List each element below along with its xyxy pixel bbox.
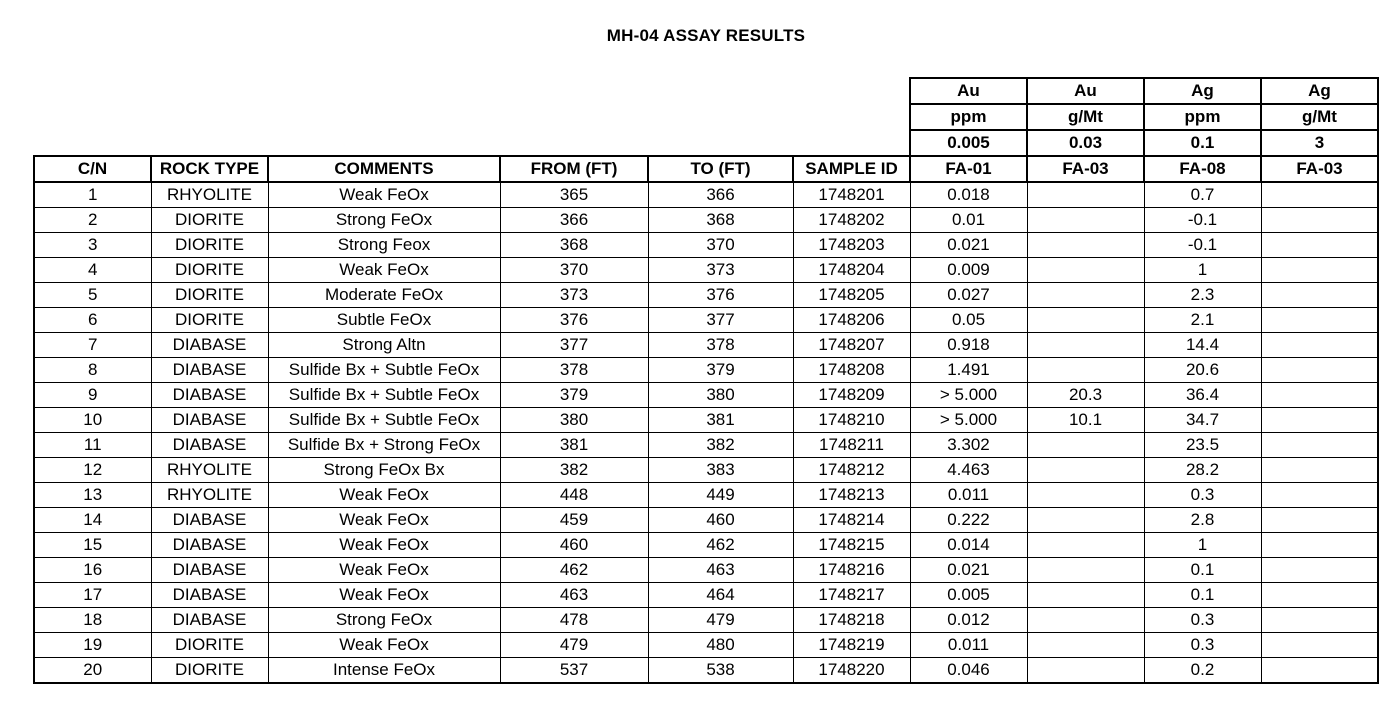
cell-ag-ppm: 0.1: [1144, 583, 1261, 608]
table-row: [34, 208, 1378, 233]
cell-from: 365: [500, 182, 648, 208]
cell-cn: 17: [34, 583, 151, 608]
column-header-comments: COMMENTS: [268, 156, 500, 182]
table-row: [34, 283, 1378, 308]
cell-ag-gmt: [1261, 483, 1378, 508]
analyte-element: Au: [1027, 78, 1144, 104]
cell-au-ppm: > 5.000: [910, 408, 1027, 433]
cell-ag-ppm: 0.3: [1144, 633, 1261, 658]
cell-rock-type: DIABASE: [151, 408, 268, 433]
detection-limit: 0.1: [1144, 130, 1261, 156]
cell-to: 449: [648, 483, 793, 508]
cell-to: 370: [648, 233, 793, 258]
cell-au-gmt: [1027, 233, 1144, 258]
cell-sample-id: 1748212: [793, 458, 910, 483]
table-row: [34, 583, 1378, 608]
cell-cn: 6: [34, 308, 151, 333]
cell-from: 377: [500, 333, 648, 358]
cell-au-gmt: [1027, 633, 1144, 658]
table-row: [34, 658, 1378, 684]
cell-cn: 3: [34, 233, 151, 258]
column-header-sample-id: SAMPLE ID: [793, 156, 910, 182]
cell-au-ppm: 1.491: [910, 358, 1027, 383]
table-row: [34, 383, 1378, 408]
cell-to: 373: [648, 258, 793, 283]
cell-au-ppm: 0.222: [910, 508, 1027, 533]
cell-cn: 19: [34, 633, 151, 658]
cell-cn: 10: [34, 408, 151, 433]
cell-to: 383: [648, 458, 793, 483]
cell-comments: Weak FeOx: [268, 558, 500, 583]
cell-ag-gmt: [1261, 558, 1378, 583]
cell-from: 462: [500, 558, 648, 583]
cell-ag-gmt: [1261, 383, 1378, 408]
cell-rock-type: DIABASE: [151, 333, 268, 358]
cell-au-ppm: 0.018: [910, 182, 1027, 208]
cell-rock-type: DIABASE: [151, 358, 268, 383]
cell-from: 463: [500, 583, 648, 608]
table-row: [34, 182, 1378, 208]
cell-rock-type: DIORITE: [151, 258, 268, 283]
cell-cn: 8: [34, 358, 151, 383]
table-row: [34, 458, 1378, 483]
table-row: [34, 358, 1378, 383]
cell-comments: Strong Feox: [268, 233, 500, 258]
cell-ag-ppm: 1: [1144, 533, 1261, 558]
table-row: [34, 433, 1378, 458]
analyte-unit: g/Mt: [1261, 104, 1378, 130]
cell-rock-type: RHYOLITE: [151, 458, 268, 483]
cell-rock-type: DIABASE: [151, 583, 268, 608]
cell-from: 370: [500, 258, 648, 283]
cell-cn: 9: [34, 383, 151, 408]
cell-comments: Weak FeOx: [268, 533, 500, 558]
cell-sample-id: 1748209: [793, 383, 910, 408]
cell-sample-id: 1748211: [793, 433, 910, 458]
cell-cn: 5: [34, 283, 151, 308]
cell-ag-gmt: [1261, 533, 1378, 558]
cell-comments: Moderate FeOx: [268, 283, 500, 308]
cell-sample-id: 1748208: [793, 358, 910, 383]
cell-to: 378: [648, 333, 793, 358]
analyte-unit-row: [34, 104, 1378, 130]
cell-cn: 11: [34, 433, 151, 458]
table-row: [34, 258, 1378, 283]
analyte-element-row: [34, 78, 1378, 104]
cell-au-gmt: [1027, 558, 1144, 583]
cell-comments: Weak FeOx: [268, 508, 500, 533]
analyte-element: Ag: [1144, 78, 1261, 104]
cell-ag-gmt: [1261, 408, 1378, 433]
column-header-cn: C/N: [34, 156, 151, 182]
cell-sample-id: 1748205: [793, 283, 910, 308]
cell-cn: 4: [34, 258, 151, 283]
cell-ag-ppm: 28.2: [1144, 458, 1261, 483]
cell-to: 382: [648, 433, 793, 458]
cell-au-ppm: > 5.000: [910, 383, 1027, 408]
cell-au-gmt: [1027, 308, 1144, 333]
cell-ag-gmt: [1261, 182, 1378, 208]
cell-au-ppm: 3.302: [910, 433, 1027, 458]
cell-cn: 16: [34, 558, 151, 583]
cell-sample-id: 1748202: [793, 208, 910, 233]
cell-comments: Strong FeOx Bx: [268, 458, 500, 483]
analyte-unit: g/Mt: [1027, 104, 1144, 130]
cell-ag-gmt: [1261, 308, 1378, 333]
table-row: [34, 633, 1378, 658]
cell-ag-ppm: 0.2: [1144, 658, 1261, 684]
cell-to: 377: [648, 308, 793, 333]
cell-comments: Sulfide Bx + Strong FeOx: [268, 433, 500, 458]
analyte-unit: ppm: [1144, 104, 1261, 130]
cell-ag-gmt: [1261, 433, 1378, 458]
cell-from: 368: [500, 233, 648, 258]
cell-ag-gmt: [1261, 508, 1378, 533]
cell-sample-id: 1748220: [793, 658, 910, 684]
cell-comments: Sulfide Bx + Subtle FeOx: [268, 358, 500, 383]
assay-table-body: [34, 182, 1378, 683]
table-row: [34, 533, 1378, 558]
cell-comments: Weak FeOx: [268, 258, 500, 283]
cell-ag-ppm: 2.1: [1144, 308, 1261, 333]
cell-ag-gmt: [1261, 633, 1378, 658]
cell-au-gmt: [1027, 433, 1144, 458]
cell-cn: 1: [34, 182, 151, 208]
cell-ag-gmt: [1261, 283, 1378, 308]
cell-comments: Subtle FeOx: [268, 308, 500, 333]
detection-limit: 3: [1261, 130, 1378, 156]
cell-ag-ppm: 2.3: [1144, 283, 1261, 308]
cell-ag-ppm: 23.5: [1144, 433, 1261, 458]
analyte-element: Au: [910, 78, 1027, 104]
cell-ag-gmt: [1261, 208, 1378, 233]
cell-from: 448: [500, 483, 648, 508]
column-header-rock-type: ROCK TYPE: [151, 156, 268, 182]
cell-to: 479: [648, 608, 793, 633]
cell-sample-id: 1748207: [793, 333, 910, 358]
cell-sample-id: 1748214: [793, 508, 910, 533]
table-row: [34, 233, 1378, 258]
header-spacer: [34, 104, 910, 130]
cell-ag-ppm: 0.7: [1144, 182, 1261, 208]
cell-au-ppm: 0.918: [910, 333, 1027, 358]
cell-cn: 18: [34, 608, 151, 633]
cell-from: 380: [500, 408, 648, 433]
cell-cn: 20: [34, 658, 151, 684]
cell-comments: Sulfide Bx + Subtle FeOx: [268, 383, 500, 408]
cell-rock-type: RHYOLITE: [151, 483, 268, 508]
cell-to: 462: [648, 533, 793, 558]
cell-ag-ppm: 36.4: [1144, 383, 1261, 408]
cell-comments: Weak FeOx: [268, 483, 500, 508]
cell-ag-gmt: [1261, 333, 1378, 358]
column-header-method: FA-03: [1027, 156, 1144, 182]
cell-au-ppm: 0.021: [910, 558, 1027, 583]
cell-to: 463: [648, 558, 793, 583]
cell-ag-gmt: [1261, 258, 1378, 283]
cell-cn: 2: [34, 208, 151, 233]
cell-sample-id: 1748204: [793, 258, 910, 283]
cell-ag-ppm: 34.7: [1144, 408, 1261, 433]
cell-rock-type: DIORITE: [151, 308, 268, 333]
cell-ag-ppm: -0.1: [1144, 208, 1261, 233]
table-row: [34, 408, 1378, 433]
table-row: [34, 333, 1378, 358]
cell-ag-ppm: 14.4: [1144, 333, 1261, 358]
cell-au-ppm: 0.027: [910, 283, 1027, 308]
cell-comments: Weak FeOx: [268, 182, 500, 208]
cell-to: 381: [648, 408, 793, 433]
cell-ag-gmt: [1261, 658, 1378, 684]
cell-au-gmt: [1027, 182, 1144, 208]
cell-sample-id: 1748203: [793, 233, 910, 258]
cell-rock-type: DIABASE: [151, 533, 268, 558]
cell-sample-id: 1748215: [793, 533, 910, 558]
cell-rock-type: DIABASE: [151, 433, 268, 458]
header-spacer: [34, 78, 910, 104]
cell-ag-gmt: [1261, 233, 1378, 258]
cell-comments: Weak FeOx: [268, 583, 500, 608]
cell-au-ppm: 0.014: [910, 533, 1027, 558]
cell-from: 381: [500, 433, 648, 458]
cell-au-gmt: [1027, 208, 1144, 233]
cell-au-ppm: 0.01: [910, 208, 1027, 233]
cell-au-gmt: [1027, 258, 1144, 283]
cell-au-gmt: [1027, 483, 1144, 508]
cell-to: 380: [648, 383, 793, 408]
cell-au-ppm: 0.021: [910, 233, 1027, 258]
cell-sample-id: 1748217: [793, 583, 910, 608]
cell-au-gmt: [1027, 283, 1144, 308]
cell-to: 460: [648, 508, 793, 533]
cell-sample-id: 1748210: [793, 408, 910, 433]
table-row: [34, 608, 1378, 633]
assay-results-table: [33, 77, 1379, 684]
table-row: [34, 483, 1378, 508]
cell-rock-type: DIORITE: [151, 633, 268, 658]
cell-rock-type: DIORITE: [151, 283, 268, 308]
header-spacer: [34, 130, 910, 156]
cell-sample-id: 1748201: [793, 182, 910, 208]
cell-rock-type: DIORITE: [151, 208, 268, 233]
cell-to: 464: [648, 583, 793, 608]
cell-au-gmt: [1027, 533, 1144, 558]
cell-ag-ppm: 20.6: [1144, 358, 1261, 383]
cell-rock-type: DIORITE: [151, 658, 268, 684]
cell-au-ppm: 0.005: [910, 583, 1027, 608]
detection-limit: 0.005: [910, 130, 1027, 156]
cell-rock-type: DIABASE: [151, 608, 268, 633]
cell-to: 368: [648, 208, 793, 233]
cell-ag-ppm: -0.1: [1144, 233, 1261, 258]
column-header-from: FROM (FT): [500, 156, 648, 182]
cell-to: 538: [648, 658, 793, 684]
cell-au-ppm: 0.011: [910, 633, 1027, 658]
cell-sample-id: 1748206: [793, 308, 910, 333]
detection-limit: 0.03: [1027, 130, 1144, 156]
cell-ag-ppm: 0.1: [1144, 558, 1261, 583]
cell-ag-ppm: 1: [1144, 258, 1261, 283]
cell-ag-ppm: 0.3: [1144, 608, 1261, 633]
cell-cn: 12: [34, 458, 151, 483]
cell-cn: 15: [34, 533, 151, 558]
cell-ag-gmt: [1261, 358, 1378, 383]
cell-from: 366: [500, 208, 648, 233]
cell-au-gmt: [1027, 358, 1144, 383]
cell-to: 379: [648, 358, 793, 383]
cell-sample-id: 1748219: [793, 633, 910, 658]
cell-from: 459: [500, 508, 648, 533]
cell-au-gmt: [1027, 508, 1144, 533]
cell-sample-id: 1748213: [793, 483, 910, 508]
cell-from: 460: [500, 533, 648, 558]
cell-from: 478: [500, 608, 648, 633]
column-header-to: TO (FT): [648, 156, 793, 182]
cell-from: 382: [500, 458, 648, 483]
cell-to: 480: [648, 633, 793, 658]
cell-au-ppm: 4.463: [910, 458, 1027, 483]
cell-comments: Strong FeOx: [268, 208, 500, 233]
cell-au-gmt: [1027, 458, 1144, 483]
cell-from: 479: [500, 633, 648, 658]
analyte-element: Ag: [1261, 78, 1378, 104]
cell-rock-type: DIABASE: [151, 508, 268, 533]
cell-rock-type: DIABASE: [151, 558, 268, 583]
table-row: [34, 308, 1378, 333]
cell-au-ppm: 0.011: [910, 483, 1027, 508]
cell-au-gmt: [1027, 333, 1144, 358]
cell-rock-type: RHYOLITE: [151, 182, 268, 208]
cell-ag-gmt: [1261, 458, 1378, 483]
cell-au-ppm: 0.046: [910, 658, 1027, 684]
cell-from: 376: [500, 308, 648, 333]
cell-ag-ppm: 2.8: [1144, 508, 1261, 533]
cell-ag-gmt: [1261, 608, 1378, 633]
cell-au-gmt: 20.3: [1027, 383, 1144, 408]
cell-from: 373: [500, 283, 648, 308]
table-row: [34, 558, 1378, 583]
cell-au-gmt: [1027, 658, 1144, 684]
cell-rock-type: DIABASE: [151, 383, 268, 408]
column-header-method: FA-03: [1261, 156, 1378, 182]
column-header-method: FA-08: [1144, 156, 1261, 182]
cell-comments: Strong FeOx: [268, 608, 500, 633]
column-header-row: [34, 156, 1378, 182]
cell-comments: Intense FeOx: [268, 658, 500, 684]
analyte-unit: ppm: [910, 104, 1027, 130]
cell-from: 379: [500, 383, 648, 408]
cell-au-gmt: [1027, 583, 1144, 608]
cell-from: 378: [500, 358, 648, 383]
cell-from: 537: [500, 658, 648, 684]
cell-au-ppm: 0.012: [910, 608, 1027, 633]
cell-ag-gmt: [1261, 583, 1378, 608]
cell-au-ppm: 0.009: [910, 258, 1027, 283]
cell-to: 376: [648, 283, 793, 308]
cell-au-ppm: 0.05: [910, 308, 1027, 333]
cell-comments: Sulfide Bx + Subtle FeOx: [268, 408, 500, 433]
cell-cn: 13: [34, 483, 151, 508]
cell-au-gmt: 10.1: [1027, 408, 1144, 433]
cell-cn: 14: [34, 508, 151, 533]
cell-comments: Weak FeOx: [268, 633, 500, 658]
cell-rock-type: DIORITE: [151, 233, 268, 258]
cell-sample-id: 1748216: [793, 558, 910, 583]
page-title: MH-04 ASSAY RESULTS: [606, 26, 806, 45]
cell-ag-ppm: 0.3: [1144, 483, 1261, 508]
table-row: [34, 508, 1378, 533]
cell-cn: 7: [34, 333, 151, 358]
column-header-method: FA-01: [910, 156, 1027, 182]
cell-to: 366: [648, 182, 793, 208]
detection-limit-row: [34, 130, 1378, 156]
cell-sample-id: 1748218: [793, 608, 910, 633]
cell-comments: Strong Altn: [268, 333, 500, 358]
cell-au-gmt: [1027, 608, 1144, 633]
